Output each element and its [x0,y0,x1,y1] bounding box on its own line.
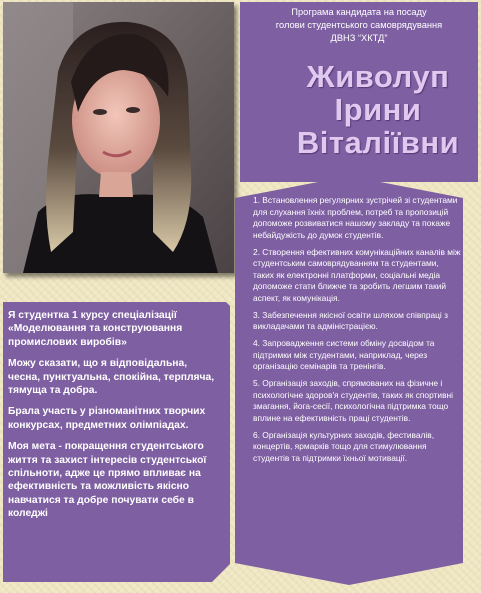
name-line: Віталіївни [296,125,460,160]
name-line: Ірини [334,92,422,127]
goal-item: 1. Встановлення регулярних зустрічей зі студентами для слухання їхніх проблем, потреб та пропозицій допоможе розвиватися нашому закладу та покаже небайдужість до думок студентів. [253,195,458,240]
portrait-photo [3,2,234,273]
candidate-name [280,60,476,159]
goal-item: 5. Організація заходів, спрямованих на фізичне і психологічне здоров'я студентів, таких як спортивні змагання, йога-сесії, психологічна підтримка тощо вплине на ефективність праці студентів. [253,378,454,423]
goal-item: 2. Створення ефективних комунікаційних каналів між студентським самоврядуванням та студентами, таких як електронні платформи, соціальні медіа допоможе стати ближче та зробить легшим такий аспект, як комунікація. [253,246,461,303]
about-text [8,309,218,529]
about-paragraph: Моя мета - покращення студентського життя та захист інтересів студентської спільноти, адже це прямо впливає на ефективність та можливість якісно навчатися та добре почувати себе в коледжі [8,441,207,520]
goal-item: 6. Організація культурних заходів, фестивалів, концертів, ярмарків тощо для стимулювання студентів та підтримки їхньої мотивації. [253,429,435,463]
program-title [240,6,478,45]
about-paragraph: Брала участь у різноманітних творчих конкурсах, предметних олімпіадах. [8,406,206,431]
about-paragraph: Я студентка 1 курсу спеціалізації «Моделювання та конструювання промислових виробів» [8,310,183,348]
about-paragraph: Можу сказати, що я відповідальна, чесна, пунктуальна, спокійна, терпляча, тямуща та добра. [8,358,215,397]
goal-item: 3. Забезпечення якісної освіти шляхом співпраці з викладачами та адміністрацією. [253,309,448,331]
header-panel [240,2,478,182]
goals-list [253,195,461,470]
program-line: ДВНЗ “ХКТД” [330,33,388,43]
program-line: Програма кандидата на посаду [291,7,427,17]
program-line: голови студентського самоврядування [275,20,443,30]
goal-item: 4. Запровадження системи обміну досвідом та підтримки між студентами, наприклад, через організацію семінарів та тренінгів. [253,338,435,371]
name-line: Живолуп [306,59,450,94]
